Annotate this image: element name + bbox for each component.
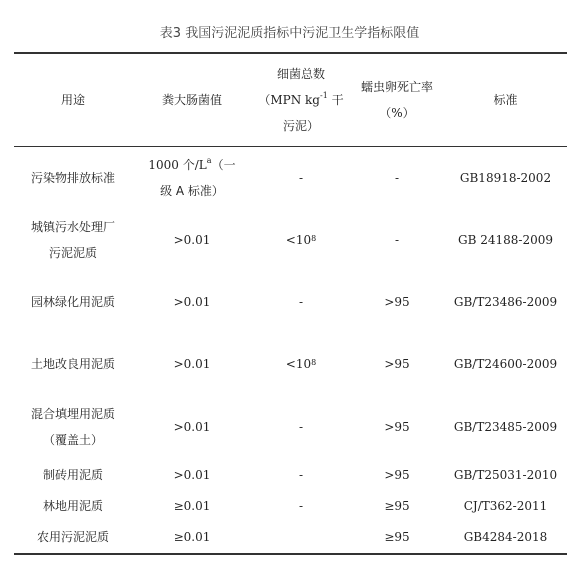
table-row: 城镇污水处理厂污泥泥质 xyxy=(30,220,115,260)
header-standard: 标准 xyxy=(493,93,518,107)
ecoli-value: >0.01 xyxy=(173,468,211,482)
table-row: 土地改良用泥质 xyxy=(30,357,115,371)
egg-value: ≥95 xyxy=(384,530,410,544)
egg-value: >95 xyxy=(384,295,410,309)
bacteria-value: - xyxy=(298,468,304,482)
header-bacteria: 细菌总数 （MPN $kg^{-1}$ 干 污泥） xyxy=(258,67,344,133)
bacteria-value xyxy=(252,521,350,553)
table-row: 农用污泥泥质 xyxy=(36,530,109,544)
header-egg-mortality: 蠕虫卵死亡率 （%） xyxy=(360,80,433,120)
standard-value: CJ/T362-2011 xyxy=(463,499,548,513)
ecoli-value: >0.01 xyxy=(173,420,211,434)
ecoli-value: 1000 个$/L^a$（一级 A 标准） xyxy=(148,156,236,198)
table-row: 污染物排放标准 xyxy=(30,171,115,185)
header-ecoli: 粪大肠菌值 xyxy=(161,93,222,107)
standard-value: GB4284-2018 xyxy=(463,530,548,544)
standard-value: GB18918-2002 xyxy=(459,171,552,185)
header-use: 用途 xyxy=(60,93,85,107)
bacteria-value: - xyxy=(298,499,304,513)
table-row: 制砖用泥质 xyxy=(42,468,103,482)
table-row: 园林绿化用泥质 xyxy=(30,295,115,309)
egg-value: >95 xyxy=(384,420,410,434)
standard-value: GB/T24600-2009 xyxy=(453,357,558,371)
table-caption: 表3 我国污泥泥质指标中污泥卫生学指标限值 xyxy=(159,26,420,41)
ecoli-value: >0.01 xyxy=(173,357,211,371)
standard-value: GB/T23485-2009 xyxy=(453,420,558,434)
bacteria-value: - xyxy=(298,295,304,309)
standard-value: GB/T25031-2010 xyxy=(453,468,558,482)
standard-value: GB/T23486-2009 xyxy=(453,295,558,309)
table-row: 混合填埋用泥质（覆盖土） xyxy=(30,407,115,447)
bacteria-value: <10 $^8$ xyxy=(285,357,317,371)
egg-value: >95 xyxy=(384,357,410,371)
ecoli-value: >0.01 xyxy=(173,295,211,309)
egg-value: - xyxy=(394,171,400,185)
egg-value: - xyxy=(394,233,400,247)
ecoli-value: ≥0.01 xyxy=(173,499,211,513)
bacteria-value: <10 $^8$ xyxy=(285,233,317,247)
egg-value: ≥95 xyxy=(384,499,410,513)
table-row: 林地用泥质 xyxy=(42,499,103,513)
bottom-rule xyxy=(14,553,567,555)
bacteria-value: - xyxy=(298,171,304,185)
standard-value: GB 24188-2009 xyxy=(458,233,553,247)
ecoli-value: >0.01 xyxy=(173,233,211,247)
ecoli-value: ≥0.01 xyxy=(173,530,211,544)
egg-value: >95 xyxy=(384,468,410,482)
bacteria-value: - xyxy=(298,420,304,434)
